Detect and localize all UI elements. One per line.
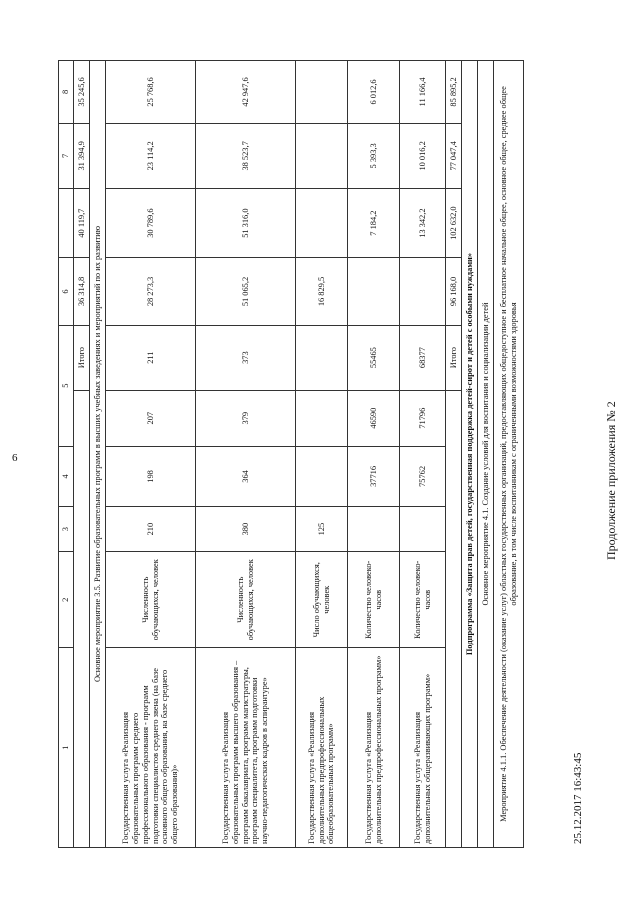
- table-row: [400, 61, 446, 848]
- budget-table: [58, 60, 524, 848]
- col-num-1: 1: [59, 648, 74, 848]
- row-c4: 37716: [348, 446, 400, 507]
- row-c5: 71796: [400, 390, 446, 446]
- row-c5: 379: [196, 390, 296, 446]
- page-number: 6: [12, 452, 18, 464]
- row-c7b: 10 016,2: [400, 123, 446, 188]
- row-c6: 51 065,2: [196, 258, 296, 325]
- row-indicator: Численность обучающихся, человек: [106, 552, 196, 648]
- row-indicator: Количество человеко-часов: [400, 552, 446, 648]
- row-c7: 7 184,2: [348, 188, 400, 258]
- row-indicator: Численность обучающихся, человек: [196, 552, 296, 648]
- top-total-label: Итого: [74, 325, 90, 390]
- row-c7b: 23 114,2: [106, 123, 196, 188]
- row-c4: 364: [196, 446, 296, 507]
- col-num-6b: [59, 188, 74, 258]
- row-c7b: 38 523,7: [196, 123, 296, 188]
- row-c3: 125: [296, 507, 348, 552]
- table-row: [296, 61, 348, 848]
- top-total-row: [74, 61, 90, 848]
- table-row: [348, 61, 400, 848]
- row-c4: [296, 446, 348, 507]
- bottom-total-c7b: 77 047,4: [446, 123, 462, 188]
- subprogram-title: Подпрограмма «Защита прав детей, государственная поддержка детей-сирот и детей с особыми нуждами»: [462, 61, 478, 848]
- row-c8: 42 947,6: [196, 61, 296, 124]
- section-4-1: Основное мероприятие 4.1. Создание условий для воспитания и социализации детей: [478, 61, 494, 848]
- row-c5b: 55465: [348, 325, 400, 390]
- row-c8: [296, 61, 348, 124]
- row-c5: 46590: [348, 390, 400, 446]
- row-name: Государственная услуга «Реализация образовательных программ среднего профессионального образования - программ подготовки специалистов среднего звена (на базе основного общего образования, на базе среднего общего образования)»: [106, 648, 196, 848]
- row-c4: 75762: [400, 446, 446, 507]
- section-3-5-row: [90, 61, 106, 848]
- row-name: Государственная услуга «Реализация образовательных программ высшего образования – программ бакалавриата, программ магистратуры, программ специалитета, программ подготовки научно-педагогических кадров в аспирантуре»: [196, 648, 296, 848]
- row-c5: [296, 390, 348, 446]
- row-c5b: [296, 325, 348, 390]
- top-total-c6: 36 314,8: [74, 258, 90, 325]
- row-indicator: Число обучающихся, человек: [296, 552, 348, 648]
- row-c8: 11 166,4: [400, 61, 446, 124]
- row-c7: 13 342,2: [400, 188, 446, 258]
- top-total-c7b: 31 394,9: [74, 123, 90, 188]
- row-c5b: 211: [106, 325, 196, 390]
- row-name: Государственная услуга «Реализация дополнительных предпрофессиональных программ»: [348, 648, 400, 848]
- row-c3: [400, 507, 446, 552]
- col-num-6: 6: [59, 258, 74, 325]
- row-c6: [348, 258, 400, 325]
- bottom-total-row: [446, 61, 462, 848]
- bottom-total-c7: 102 632,0: [446, 188, 462, 258]
- row-c5b: 373: [196, 325, 296, 390]
- row-c6: 16 829,5: [296, 258, 348, 325]
- rotated-table-sheet: [58, 60, 560, 848]
- bottom-total-c8: 85 895,2: [446, 61, 462, 124]
- col-num-5: 5: [59, 325, 74, 446]
- col-num-2: 2: [59, 552, 74, 648]
- row-indicator: Количество человеко-часов: [348, 552, 400, 648]
- subprogram-row: [462, 61, 478, 848]
- row-c7b: 5 393,3: [348, 123, 400, 188]
- measure-4-1-1-row: [494, 61, 524, 848]
- section-4-1-row: [478, 61, 494, 848]
- bottom-total-c6: 96 168,0: [446, 258, 462, 325]
- table-row: [106, 61, 196, 848]
- col-num-4: 4: [59, 446, 74, 507]
- row-c6: 28 273,3: [106, 258, 196, 325]
- header-note: Продолжение приложения № 2: [604, 401, 618, 560]
- row-c6: [400, 258, 446, 325]
- row-name: Государственная услуга «Реализация дополнительных общеразвивающих программ»: [400, 648, 446, 848]
- row-c8: 25 768,6: [106, 61, 196, 124]
- row-c3: 210: [106, 507, 196, 552]
- row-c4: 198: [106, 446, 196, 507]
- col-num-7: 7: [59, 123, 74, 188]
- timestamp: 25.12.2017 16:43:45: [572, 752, 584, 844]
- row-c7: 51 316,0: [196, 188, 296, 258]
- row-c7: [296, 188, 348, 258]
- col-num-3: 3: [59, 507, 74, 552]
- table-row: [196, 61, 296, 848]
- top-total-c7: 40 119,7: [74, 188, 90, 258]
- row-name: Государственная услуга «Реализация дополнительных предпрофессиональных общеобразовательных программ»: [296, 648, 348, 848]
- row-c7: 30 789,6: [106, 188, 196, 258]
- bottom-total-label: Итого: [446, 325, 462, 390]
- header-note-wrap: [604, 401, 618, 561]
- column-number-row: [59, 61, 74, 848]
- col-num-8: 8: [59, 61, 74, 124]
- row-c5: 207: [106, 390, 196, 446]
- section-3-5: Основное мероприятие 3.5. Развитие образовательных программ в высших учебных заведениях и мероприятий по их развитию: [90, 61, 106, 848]
- row-c3: 380: [196, 507, 296, 552]
- row-c8: 6 012,6: [348, 61, 400, 124]
- row-c3: [348, 507, 400, 552]
- row-c5b: 68377: [400, 325, 446, 390]
- measure-4-1-1: Мероприятие 4.1.1. Обеспечение деятельности (оказание услуг) областных государственных организаций, предоставляющих общедоступное и бесплатное начальное общее, основное общее, среднее общее образование, в том числе воспитанникам с ограниченными возможностями здоровья: [494, 61, 524, 848]
- row-c7b: [296, 123, 348, 188]
- top-total-c8: 35 245,6: [74, 61, 90, 124]
- timestamp-wrap: [572, 752, 584, 845]
